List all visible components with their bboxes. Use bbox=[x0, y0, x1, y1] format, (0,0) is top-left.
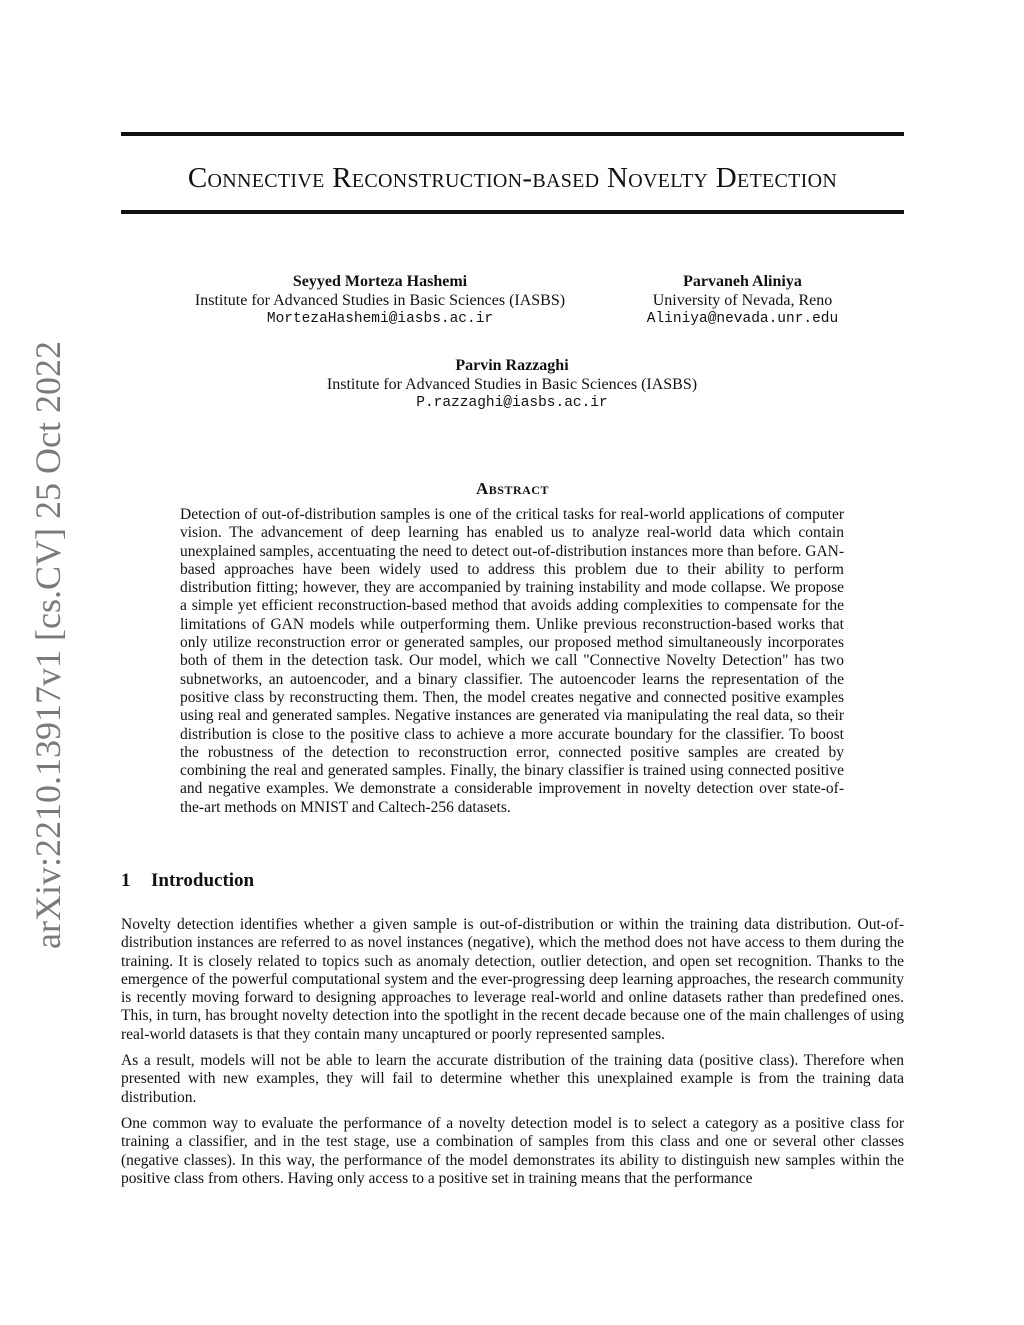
section-number: 1 bbox=[121, 870, 131, 891]
paragraph: One common way to evaluate the performance of a novelty detection model is to select a category as a positive class for training a classifier, and in the test stage, use a combination of samples from this class and one or several other classes (negative classes). In this way, the performance of the model demonstrates its ability to distinguish new samples within the positive class from others. Having only access to a positive set in training means that the performance bbox=[121, 1114, 904, 1187]
author-block bbox=[282, 356, 742, 413]
section-heading bbox=[121, 870, 254, 892]
author-email[interactable]: MortezaHashemi@iasbs.ac.ir bbox=[266, 311, 494, 327]
author-email[interactable]: Aliniya@nevada.unr.edu bbox=[646, 311, 839, 327]
author-affiliation: University of Nevada, Reno bbox=[652, 292, 833, 309]
abstract-heading: Abstract bbox=[476, 479, 549, 498]
arxiv-stamp: arXiv:2210.13917v1 [cs.CV] 25 Oct 2022 bbox=[28, 341, 68, 949]
title-rule-bottom bbox=[121, 210, 904, 214]
author-affiliation: Institute for Advanced Studies in Basic Sciences (IASBS) bbox=[194, 292, 566, 309]
section-title: Introduction bbox=[151, 870, 255, 891]
title-rule-top bbox=[121, 132, 904, 136]
paper-title: Connective Reconstruction-based Novelty Detection bbox=[187, 162, 838, 194]
author-block bbox=[160, 272, 600, 329]
abstract-text: Detection of out-of-distribution samples is one of the critical tasks for real-world applications of computer vision. The advancement of deep learning has enabled us to analyze real-world data which contain unexplained samples, accentuating the need to detect out-of-distribution instances more than before. GAN-based approaches have been widely used to address this problem due to their ability to perform distribution fitting; however, they are accompanied by training instability and mode collapse. We propose a simple yet efficient reconstruction-based method that avoids adding complexities to compensate for the limitations of GAN models while outperforming them. Unlike previous reconstruction-based works that only utilize reconstruction error or generated samples, our proposed method simultaneously incorporates both of them in the detection task. Our model, which we call "Connective Novelty Detection" has two subnetworks, an autoencoder, and a binary classifier. The autoencoder learns the representation of the positive class by reconstructing them. Then, the model creates negative and connected positive examples using real and generated samples. Negative instances are generated via manipulating the real data, so their distribution is close to the positive class to achieve a more accurate boundary for the classifier. To boost the robustness of the detection to reconstruction error, connected positive samples are created by combining the real and generated samples. Finally, the binary classifier is trained using connected positive and negative examples. We demonstrate a considerable improvement in novelty detection over state-of-the-art methods on MNIST and Caltech-256 datasets. bbox=[180, 506, 844, 816]
author-name: Parvin Razzaghi bbox=[455, 357, 569, 374]
author-name: Parvaneh Aliniya bbox=[683, 273, 802, 290]
author-email[interactable]: P.razzaghi@iasbs.ac.ir bbox=[416, 395, 608, 411]
author-block bbox=[620, 272, 865, 329]
author-name: Seyyed Morteza Hashemi bbox=[292, 273, 468, 290]
author-affiliation: Institute for Advanced Studies in Basic Sciences (IASBS) bbox=[326, 376, 698, 393]
paragraph: Novelty detection identifies whether a given sample is out-of-distribution or within the training data distribution. Out-of-distribution instances are referred to as novel instances (negative), which the method does not have access to them during the training. It is closely related to topics such as anomaly detection, outlier detection, and open set recognition. Thanks to the emergence of the powerful computational system and the ever-progressing deep learning approaches, the research community is recently moving forward to designing approaches to leverage real-world and online datasets rather than predefined ones. This, in turn, has brought novelty detection into the spotlight in the recent decade because one of the main challenges of using real-world datasets is that they contain many uncaptured or poorly represented samples. bbox=[121, 916, 904, 1043]
introduction-body bbox=[121, 916, 904, 1196]
paragraph: As a result, models will not be able to learn the accurate distribution of the training data (positive class). Therefore when presented with new examples, they will fail to determine whether this unexplained example is from the training data distribution. bbox=[121, 1052, 904, 1106]
